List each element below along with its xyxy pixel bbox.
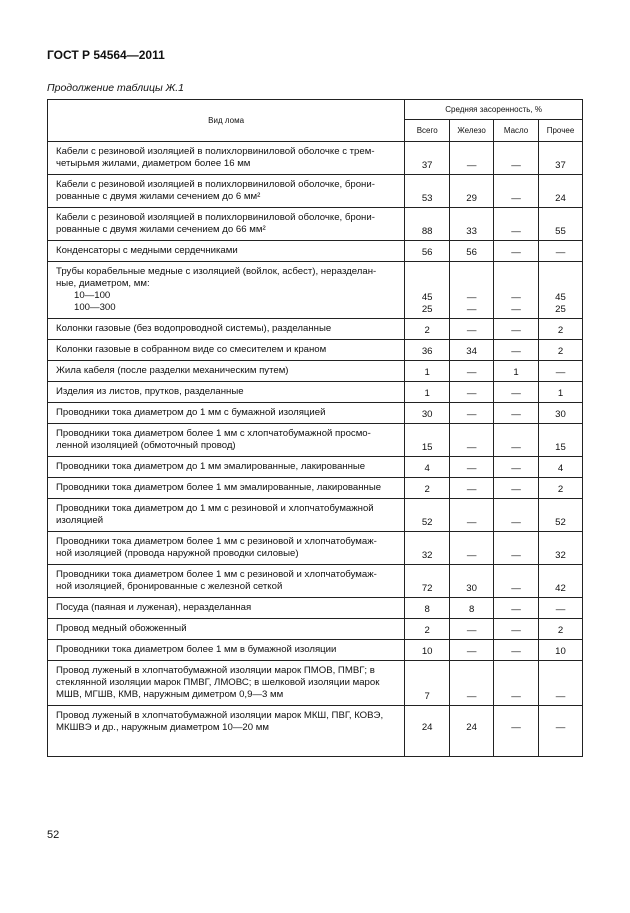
value-text: 15 xyxy=(421,442,433,453)
value-cell-iron xyxy=(450,403,494,424)
value-cell-iron xyxy=(450,640,494,661)
value-text: — xyxy=(555,604,566,615)
value-text: 10 xyxy=(555,646,566,657)
table-row xyxy=(48,340,583,361)
table-row xyxy=(48,403,583,424)
value-cell-other xyxy=(539,142,583,175)
value-text: — xyxy=(511,388,521,399)
table-row xyxy=(48,532,583,565)
table-row xyxy=(48,361,583,382)
table-row xyxy=(48,241,583,262)
value-cell-total xyxy=(405,598,450,619)
value-cell-oil xyxy=(494,706,539,757)
value-cell-iron xyxy=(450,361,494,382)
value-cell-iron xyxy=(450,706,494,757)
value-text: 55 xyxy=(555,226,566,237)
column-header-group: Средняя засоренность, % xyxy=(405,100,583,120)
value-cell-other xyxy=(539,565,583,598)
scrap-type-cell xyxy=(48,208,405,241)
value-text: 30 xyxy=(421,409,433,420)
value-text: 8 xyxy=(468,604,475,615)
table-row xyxy=(48,424,583,457)
scrap-type-cell xyxy=(48,532,405,565)
value-text: — xyxy=(511,304,521,315)
value-cell-oil xyxy=(494,361,539,382)
value-text: 56 xyxy=(466,247,477,258)
value-text: — xyxy=(466,550,477,561)
value-text: 2 xyxy=(424,625,430,636)
value-text: — xyxy=(511,160,521,171)
value-cell-total xyxy=(405,175,450,208)
value-cell-total xyxy=(405,403,450,424)
value-cell-iron xyxy=(450,499,494,532)
value-cell-other xyxy=(539,424,583,457)
value-cell-other xyxy=(539,661,583,706)
value-text: — xyxy=(466,484,477,495)
value-text: — xyxy=(555,691,566,702)
value-cell-other xyxy=(539,382,583,403)
value-cell-iron xyxy=(450,457,494,478)
value-text: 24 xyxy=(466,722,477,733)
value-text: 30 xyxy=(466,583,477,594)
value-cell-total xyxy=(405,619,450,640)
value-cell-other xyxy=(539,241,583,262)
value-cell-oil xyxy=(494,499,539,532)
value-cell-total xyxy=(405,499,450,532)
scrap-type-text: ные, диаметром, мм: xyxy=(56,278,150,289)
value-cell-oil xyxy=(494,382,539,403)
value-text: — xyxy=(555,722,566,733)
scrap-type-cell xyxy=(48,319,405,340)
value-text: — xyxy=(511,325,521,336)
scrap-type-cell xyxy=(48,175,405,208)
value-cell-other xyxy=(539,319,583,340)
value-cell-oil xyxy=(494,241,539,262)
value-cell-oil xyxy=(494,619,539,640)
contamination-table xyxy=(47,99,583,757)
scrap-type-cell xyxy=(48,340,405,361)
value-text: — xyxy=(511,409,521,420)
value-cell-total xyxy=(405,661,450,706)
value-text: — xyxy=(466,292,477,303)
value-cell-oil xyxy=(494,208,539,241)
value-cell-other xyxy=(539,361,583,382)
table-row xyxy=(48,262,583,319)
value-cell-iron xyxy=(450,478,494,499)
value-text: 52 xyxy=(555,517,566,528)
page-number: 52 xyxy=(47,829,60,841)
value-cell-iron xyxy=(450,532,494,565)
value-cell-total xyxy=(405,340,450,361)
scrap-type-text: ленной изоляцией (обмоточный провод) xyxy=(56,440,236,451)
table-row xyxy=(48,142,583,175)
scrap-type-text: Провод луженый в хлопчатобумажной изоляции марок МКШ, ПВГ, КОВЭ, xyxy=(56,710,384,721)
table-row xyxy=(48,319,583,340)
value-text: — xyxy=(466,160,477,171)
value-text: — xyxy=(511,583,521,594)
value-cell-total xyxy=(405,424,450,457)
scrap-type-text: Провод медный обожженный xyxy=(56,623,187,634)
table-row xyxy=(48,382,583,403)
table-row xyxy=(48,499,583,532)
value-cell-iron xyxy=(450,262,494,319)
scrap-type-text: четырьмя жилами, диаметром более 16 мм xyxy=(56,158,251,169)
column-header-scrap-type: Вид лома xyxy=(48,100,405,142)
scrap-type-cell xyxy=(48,457,405,478)
value-cell-oil xyxy=(494,175,539,208)
value-text: 88 xyxy=(421,226,433,237)
value-text: — xyxy=(511,646,521,657)
value-cell-other xyxy=(539,706,583,757)
value-text: 32 xyxy=(421,550,433,561)
value-cell-other xyxy=(539,598,583,619)
value-cell-oil xyxy=(494,457,539,478)
scrap-type-text: Конденсаторы с медными сердечниками xyxy=(56,245,238,256)
table-row xyxy=(48,598,583,619)
value-cell-oil xyxy=(494,532,539,565)
value-text: 45 xyxy=(421,292,433,303)
value-text: 2 xyxy=(557,325,564,336)
scrap-type-cell xyxy=(48,565,405,598)
value-cell-oil xyxy=(494,640,539,661)
column-header-iron: Железо xyxy=(450,120,494,142)
value-cell-iron xyxy=(450,340,494,361)
value-cell-iron xyxy=(450,598,494,619)
value-cell-iron xyxy=(450,619,494,640)
scrap-type-cell xyxy=(48,382,405,403)
scrap-type-text: Кабели с резиновой изоляцией в полихлорвиниловой оболочке, брони- xyxy=(56,212,375,223)
table-body xyxy=(48,142,583,757)
value-cell-other xyxy=(539,208,583,241)
value-cell-iron xyxy=(450,565,494,598)
value-cell-total xyxy=(405,142,450,175)
value-cell-other xyxy=(539,499,583,532)
scrap-type-text: рованные с двумя жилами сечением до 66 мм² xyxy=(56,224,266,235)
value-text: 52 xyxy=(421,517,433,528)
value-text: — xyxy=(466,646,477,657)
value-text: 1 xyxy=(424,367,430,378)
scrap-type-cell xyxy=(48,262,405,319)
value-text: 45 xyxy=(555,292,566,303)
value-text: — xyxy=(511,484,521,495)
diameter-range-text: 10—100 xyxy=(74,290,111,301)
scrap-type-text: Проводники тока диаметром более 1 мм с резиновой и хлопчатобумаж- xyxy=(56,569,377,580)
value-text: 2 xyxy=(557,625,564,636)
value-text: 72 xyxy=(421,583,433,594)
scrap-type-cell xyxy=(48,598,405,619)
value-text: 25 xyxy=(421,304,433,315)
value-text: — xyxy=(511,517,521,528)
value-text: 1 xyxy=(424,388,430,399)
value-text: 56 xyxy=(421,247,433,258)
value-cell-total xyxy=(405,382,450,403)
value-cell-oil xyxy=(494,142,539,175)
table-row xyxy=(48,457,583,478)
scrap-type-text: Провод луженый в хлопчатобумажной изоляции марок ПМОВ, ПМВГ; в xyxy=(56,665,375,676)
table-row xyxy=(48,565,583,598)
value-text: — xyxy=(555,367,566,378)
value-cell-oil xyxy=(494,661,539,706)
scrap-type-text: стеклянной изоляции марок ПМВГ, ЛМОВС; в шелковой изоляции марок xyxy=(56,677,380,688)
value-text: — xyxy=(466,367,477,378)
value-text: 15 xyxy=(555,442,566,453)
value-cell-iron xyxy=(450,208,494,241)
scrap-type-text: Колонки газовые (без водопроводной системы), разделанные xyxy=(56,323,332,334)
value-text: 37 xyxy=(421,160,433,171)
value-cell-total xyxy=(405,319,450,340)
value-cell-other xyxy=(539,619,583,640)
value-text: — xyxy=(555,247,566,258)
scrap-type-cell xyxy=(48,619,405,640)
scrap-type-text: ной изоляцией (провода наружной проводки силовые) xyxy=(56,548,299,559)
value-cell-total xyxy=(405,706,450,757)
value-cell-iron xyxy=(450,661,494,706)
value-text: — xyxy=(466,304,477,315)
table-continuation-caption: Продолжение таблицы Ж.1 xyxy=(47,82,184,94)
value-cell-total xyxy=(405,262,450,319)
value-text: — xyxy=(511,463,521,474)
scrap-type-text: Проводники тока диаметром до 1 мм с бумажной изоляцией xyxy=(56,407,326,418)
scrap-type-text: Кабели с резиновой изоляцией в полихлорвиниловой оболочке с трем- xyxy=(56,146,375,157)
scrap-type-text: Проводники тока диаметром более 1 мм в бумажной изоляции xyxy=(56,644,337,655)
value-cell-other xyxy=(539,262,583,319)
value-text: — xyxy=(511,550,521,561)
value-cell-total xyxy=(405,208,450,241)
value-cell-oil xyxy=(494,424,539,457)
value-text: — xyxy=(511,226,521,237)
value-cell-iron xyxy=(450,241,494,262)
value-text: 4 xyxy=(424,463,430,474)
value-cell-oil xyxy=(494,319,539,340)
value-text: 37 xyxy=(555,160,566,171)
value-text: 36 xyxy=(421,346,433,357)
diameter-range-text: 100—300 xyxy=(74,302,116,313)
value-cell-other xyxy=(539,640,583,661)
value-text: 34 xyxy=(466,346,477,357)
scrap-type-cell xyxy=(48,640,405,661)
value-text: 29 xyxy=(466,193,477,204)
value-text: — xyxy=(466,325,477,336)
value-text: — xyxy=(511,722,521,733)
value-text: — xyxy=(511,193,521,204)
value-text: 1 xyxy=(513,367,519,378)
value-text: 42 xyxy=(555,583,566,594)
value-text: 8 xyxy=(424,604,430,615)
column-header-other: Прочее xyxy=(539,120,583,142)
scrap-type-cell xyxy=(48,478,405,499)
value-text: 33 xyxy=(466,226,477,237)
table-row xyxy=(48,706,583,757)
value-cell-other xyxy=(539,403,583,424)
table-row xyxy=(48,208,583,241)
value-cell-total xyxy=(405,640,450,661)
value-text: 2 xyxy=(424,484,430,495)
scrap-type-text: Жила кабеля (после разделки механическим путем) xyxy=(56,365,289,376)
value-text: — xyxy=(511,691,521,702)
value-cell-oil xyxy=(494,565,539,598)
value-cell-iron xyxy=(450,175,494,208)
value-text: — xyxy=(466,691,477,702)
scrap-type-text: Посуда (паяная и луженая), неразделанная xyxy=(56,602,252,613)
value-cell-oil xyxy=(494,340,539,361)
scrap-type-cell xyxy=(48,403,405,424)
scrap-type-text: Проводники тока диаметром до 1 мм с резиновой и хлопчатобумажной xyxy=(56,503,374,514)
value-text: — xyxy=(466,463,477,474)
scrap-type-text: МКШВЭ и др., наружным диаметром 10—20 мм xyxy=(56,722,269,733)
value-text: — xyxy=(466,388,477,399)
scrap-type-text: Проводники тока диаметром до 1 мм эмалированные, лакированные xyxy=(56,461,366,472)
value-text: — xyxy=(511,625,521,636)
scrap-type-text: изоляцией xyxy=(56,515,104,526)
value-text: — xyxy=(511,247,521,258)
value-cell-iron xyxy=(450,424,494,457)
value-text: — xyxy=(511,604,521,615)
scrap-type-text: Трубы корабельные медные с изоляцией (войлок, асбест), неразделан- xyxy=(56,266,377,277)
value-cell-iron xyxy=(450,142,494,175)
scrap-type-text: ной изоляцией, бронированные с железной сеткой xyxy=(56,581,283,592)
value-cell-total xyxy=(405,532,450,565)
scrap-type-cell xyxy=(48,241,405,262)
table-row xyxy=(48,619,583,640)
value-text: — xyxy=(511,346,521,357)
scrap-type-text: Колонки газовые в собранном виде со смесителем и краном xyxy=(56,344,327,355)
value-cell-total xyxy=(405,361,450,382)
value-cell-iron xyxy=(450,319,494,340)
scrap-type-text: Кабели с резиновой изоляцией в полихлорвиниловой оболочке, брони- xyxy=(56,179,375,190)
value-text: — xyxy=(511,292,521,303)
value-cell-other xyxy=(539,175,583,208)
value-cell-iron xyxy=(450,382,494,403)
table-row xyxy=(48,640,583,661)
scrap-type-cell xyxy=(48,706,405,757)
table-row xyxy=(48,661,583,706)
scrap-type-cell xyxy=(48,361,405,382)
value-cell-other xyxy=(539,532,583,565)
scrap-type-cell xyxy=(48,424,405,457)
document-header: ГОСТ Р 54564—2011 xyxy=(47,48,165,62)
value-text: — xyxy=(466,517,477,528)
value-cell-total xyxy=(405,478,450,499)
scrap-type-text: Проводники тока диаметром более 1 мм с резиновой и хлопчатобумаж- xyxy=(56,536,377,547)
value-text: 2 xyxy=(557,484,564,495)
value-text: 24 xyxy=(555,193,566,204)
table-row xyxy=(48,478,583,499)
value-text: 7 xyxy=(424,691,430,702)
value-cell-other xyxy=(539,478,583,499)
value-text: 2 xyxy=(557,346,564,357)
scrap-type-text: МШВ, МГШВ, КМВ, наружным диметром 0,9—3 мм xyxy=(56,689,284,700)
column-header-oil: Масло xyxy=(494,120,539,142)
value-text: 32 xyxy=(555,550,566,561)
value-cell-total xyxy=(405,457,450,478)
value-cell-total xyxy=(405,565,450,598)
value-text: 4 xyxy=(557,463,564,474)
column-header-total: Всего xyxy=(405,120,450,142)
scrap-type-text: Изделия из листов, прутков, разделанные xyxy=(56,386,244,397)
value-cell-oil xyxy=(494,403,539,424)
value-text: 2 xyxy=(424,325,430,336)
value-text: — xyxy=(511,442,521,453)
scrap-type-cell xyxy=(48,499,405,532)
value-cell-oil xyxy=(494,478,539,499)
value-text: 10 xyxy=(421,646,433,657)
value-text: 53 xyxy=(421,193,433,204)
value-text: — xyxy=(466,442,477,453)
scrap-type-text: рованные с двумя жилами сечением до 6 мм² xyxy=(56,191,261,202)
scrap-type-cell xyxy=(48,661,405,706)
value-text: 1 xyxy=(557,388,564,399)
value-text: — xyxy=(466,625,477,636)
value-text: 30 xyxy=(555,409,566,420)
value-cell-total xyxy=(405,241,450,262)
scrap-type-text: Проводники тока диаметром более 1 мм с хлопчатобумажной просмо- xyxy=(56,428,371,439)
scrap-type-text: Проводники тока диаметром более 1 мм эмалированные, лакированные xyxy=(56,482,382,493)
value-cell-other xyxy=(539,340,583,361)
value-cell-oil xyxy=(494,598,539,619)
value-text: 25 xyxy=(555,304,566,315)
value-cell-oil xyxy=(494,262,539,319)
value-text: — xyxy=(466,409,477,420)
scrap-type-cell xyxy=(48,142,405,175)
table-row xyxy=(48,175,583,208)
value-cell-other xyxy=(539,457,583,478)
value-text: 24 xyxy=(421,722,433,733)
